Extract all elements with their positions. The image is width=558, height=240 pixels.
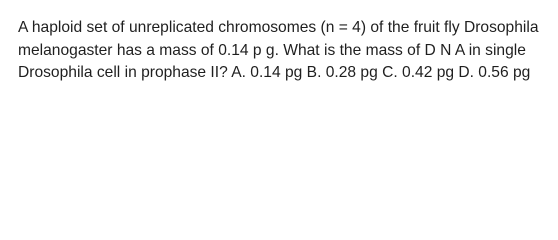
question-text: A haploid set of unreplicated chromosomes (n = 4) of the fruit fly Drosophila melanogaster has a mass of 0.14 p g. What is the mass of D N A in single Drosophila cell in prophase II? A. 0.14 pg B. 0.28 pg C. 0.42 pg D. 0.56 pg xyxy=(18,19,539,81)
